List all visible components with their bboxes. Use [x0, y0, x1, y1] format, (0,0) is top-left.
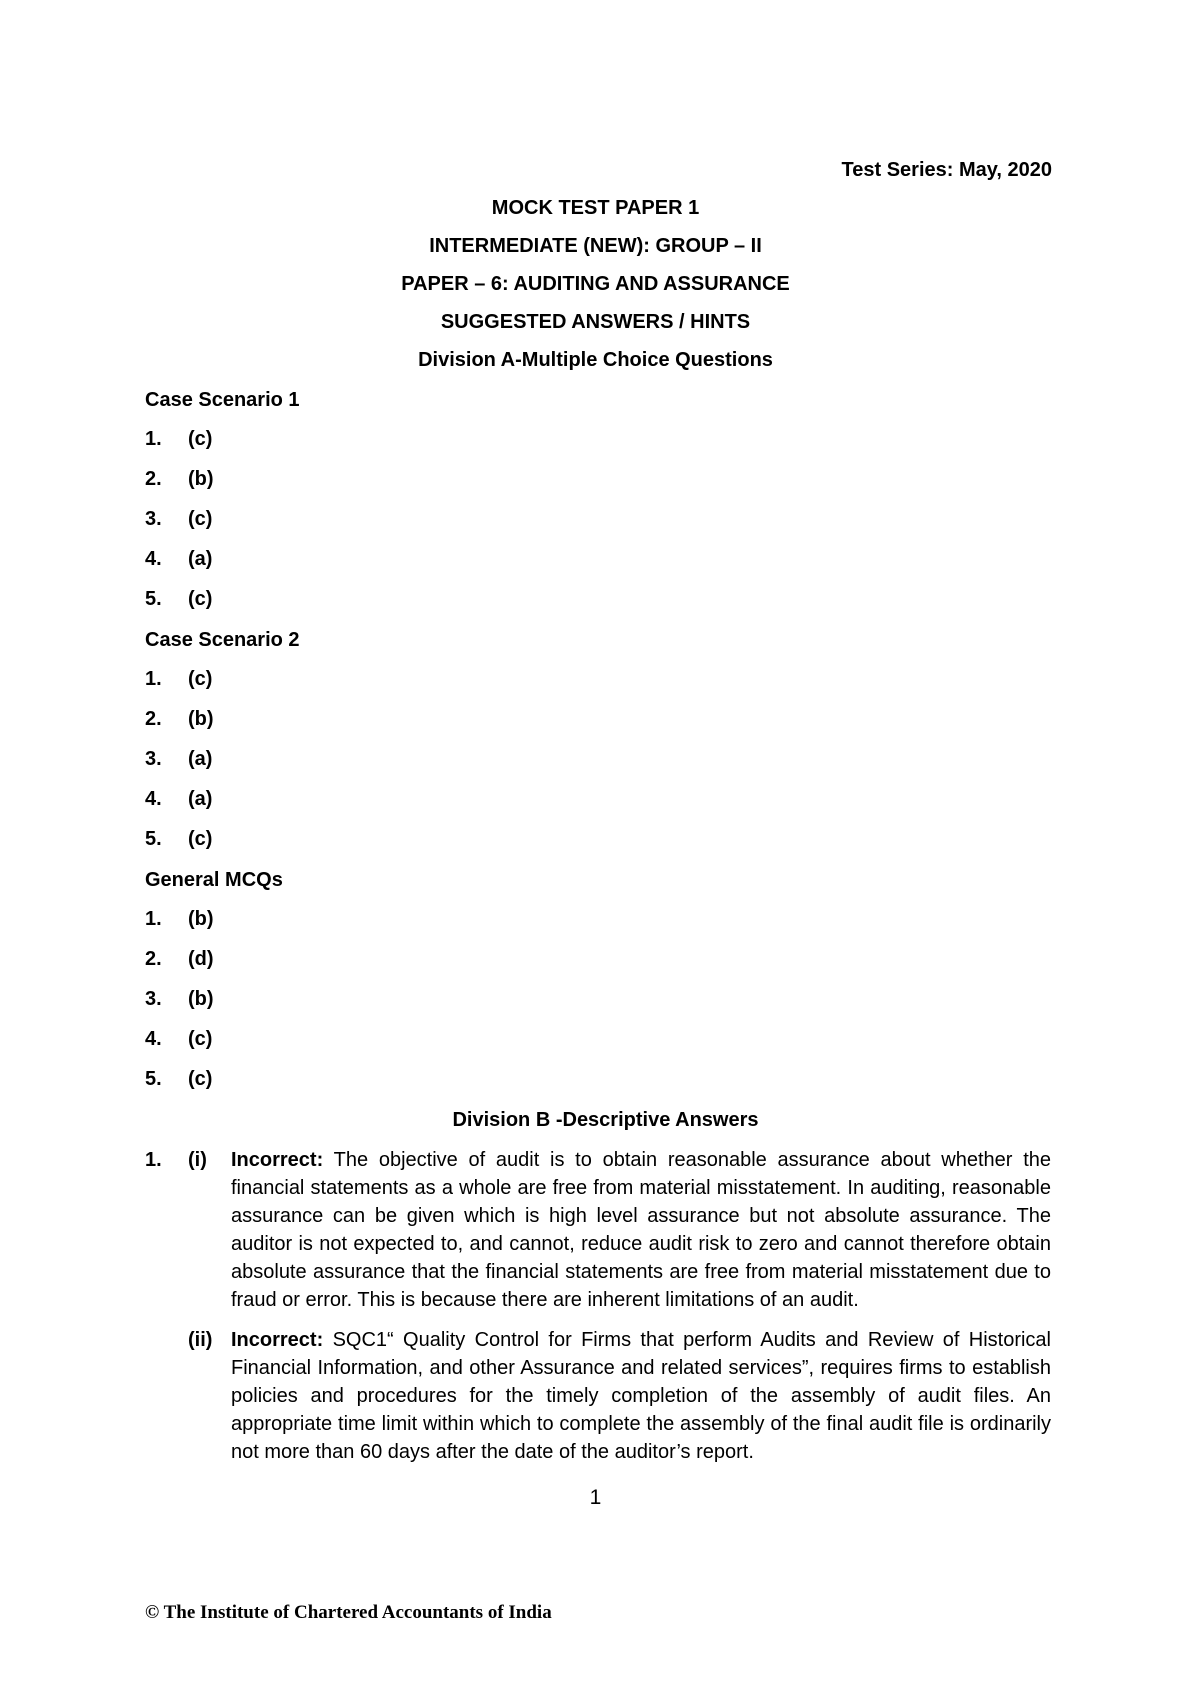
mcq-answer: 4. (a): [145, 548, 213, 570]
answer-1-ii: [145, 1326, 1051, 1466]
division-b-heading: Division B -Descriptive Answers: [452, 1109, 759, 1131]
mcq-answer: 4. (a): [145, 788, 213, 810]
mcq-answer: 4. (c): [145, 1028, 213, 1050]
sub-question-label: (ii): [188, 1329, 213, 1351]
copyright-footer: © The Institute of Chartered Accountants of India: [145, 1602, 552, 1623]
mcq-answer: 5. (c): [145, 588, 213, 610]
mcq-answer: 1. (b): [145, 908, 214, 930]
mcq-answer: 3. (c): [145, 508, 213, 530]
mcq-answer: 2. (b): [145, 468, 214, 490]
sub-question-label: (i): [188, 1149, 207, 1171]
paper-group: INTERMEDIATE (NEW): GROUP – II: [429, 235, 762, 257]
question-number: 1.: [145, 1149, 162, 1171]
paper-title: MOCK TEST PAPER 1: [491, 197, 700, 219]
mcq-answer: 3. (b): [145, 988, 214, 1010]
answers-heading: SUGGESTED ANSWERS / HINTS: [440, 311, 751, 333]
mcq-answer: 2. (b): [145, 708, 214, 730]
mcq-answer: 2. (d): [145, 948, 214, 970]
answer-text: Incorrect: The objective of audit is to obtain reasonable assurance about whether the financial statements as a whole are free from material misstatement. In auditing, reasonable assurance can be given which is high level assurance but not absolute assurance. The auditor is not expected to, and cannot, reduce audit risk to zero and cannot therefore obtain absolute assurance that the financial statements are free from material misstatement due to fraud or error. This is because there are inherent limitations of an audit.: [231, 1149, 1051, 1311]
answer-1-i: [145, 1146, 1051, 1314]
mcq-answer: 5. (c): [145, 1068, 213, 1090]
mcq-answer: 3. (a): [145, 748, 213, 770]
mcq-answer: 1. (c): [145, 428, 213, 450]
mcq-answer: 5. (c): [145, 828, 213, 850]
division-a-heading: Division A-Multiple Choice Questions: [418, 349, 773, 371]
page-number: 1: [589, 1486, 602, 1509]
section-title-case-scenario-1: Case Scenario 1: [145, 389, 300, 411]
mcq-answer: 1. (c): [145, 668, 213, 690]
paper-subject: PAPER – 6: AUDITING AND ASSURANCE: [401, 273, 790, 295]
section-title-case-scenario-2: Case Scenario 2: [145, 629, 300, 651]
test-series-label: Test Series: May, 2020: [841, 159, 1052, 181]
answer-text: Incorrect: SQC1“ Quality Control for Firms that perform Audits and Review of Historical Financial Information, and other Assurance and related services”, requires firms to establish policies and procedures for the timely completion of the assembly of audit files. An appropriate time limit within which to complete the assembly of the final audit file is ordinarily not more than 60 days after the date of the auditor’s report.: [231, 1329, 1051, 1463]
section-title-general-mcqs: General MCQs: [145, 869, 283, 891]
